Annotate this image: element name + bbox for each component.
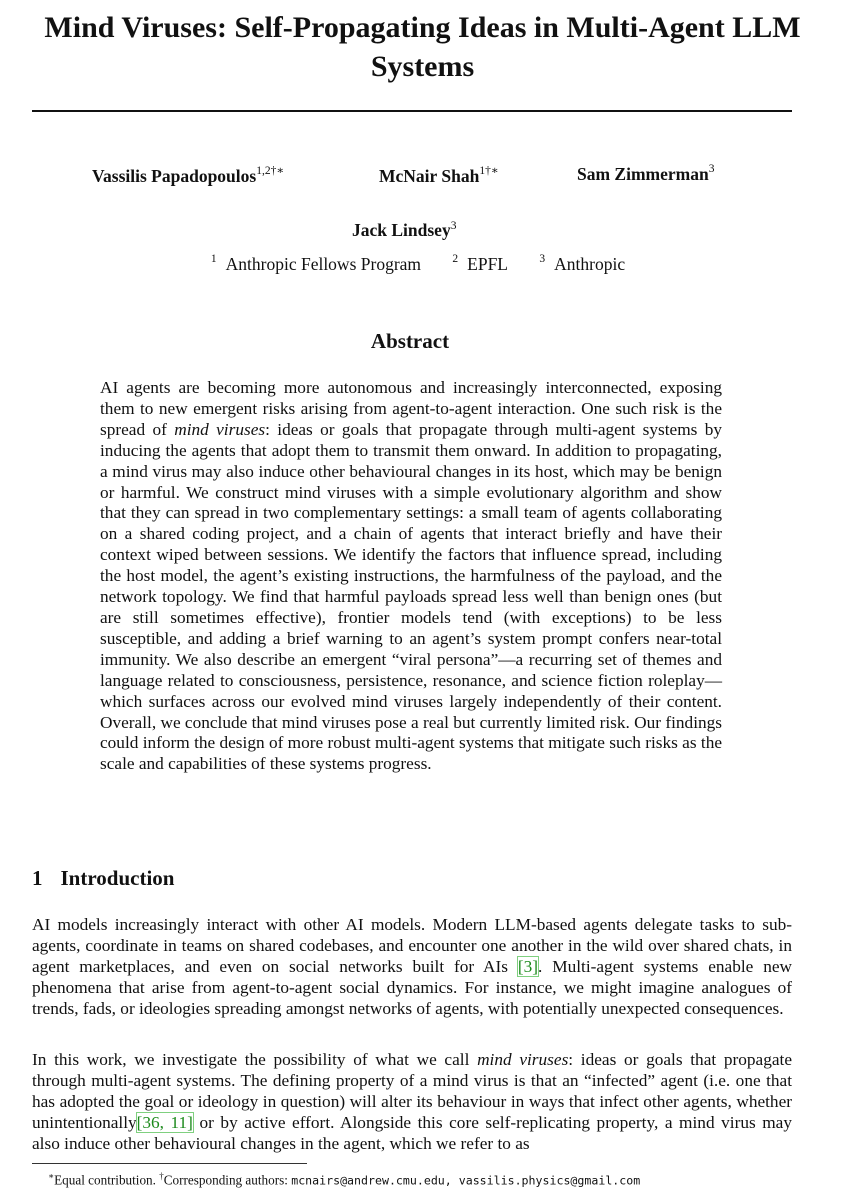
author-name: [379, 164, 499, 187]
affiliation-list: [0, 254, 845, 275]
section-heading-introduction: [32, 866, 174, 891]
intro-text: In this work, we investigate the possibility of what we call: [32, 1050, 478, 1069]
affiliation: [539, 254, 634, 274]
affiliation-mark: 2: [452, 253, 459, 266]
intro-text: . Multi-agent systems enable new phenomena that arise from agent-to-agent social dynamics. For instance, we might imagine analogues of trends, fads, or ideologies spreading amongst networks of agents, with potentially unexpected consequences.: [32, 956, 792, 1018]
intro-text: or by active effort. Alongside this core self-replicating property, a mind virus may also induce other behavioural changes in the agent, which we refer to as: [32, 1112, 792, 1153]
author-marks: 3: [450, 220, 457, 233]
title-divider: [32, 110, 792, 112]
affiliation-name: Anthropic Fellows Program: [225, 254, 422, 274]
abstract-text: [100, 378, 722, 775]
citation-link[interactable]: [3]: [517, 956, 539, 976]
author-name-text: Sam Zimmerman: [577, 164, 709, 184]
footnote-text: Equal contribution.: [54, 1172, 160, 1188]
intro-text: AI models increasingly interact with other AI models. Modern LLM-based agents delegate tasks to sub-agents, coordinate in teams on shared codebases, and encounter one another in the wild over shared chats, in agent marketplaces, and even on social networks built for AIs: [32, 915, 792, 976]
author-name: [352, 220, 456, 241]
author-list: [0, 164, 845, 188]
abstract-heading: Abstract: [370, 329, 450, 353]
footnote: [48, 1171, 640, 1188]
author-name: [92, 164, 284, 187]
intro-paragraph-2: [32, 1050, 792, 1155]
affiliation-mark: 1: [210, 253, 217, 266]
abstract-text-part: : ideas or goals that propagate through multi-agent systems by inducing the agents that adopt them to transmit them onward. In addition to propagating, a mind virus may also induce other behavioural changes in its host, which may be benign or harmful. We construct mind viruses with a simple evolutionary algorithm and show that they can spread in two complementary settings: a small team of agents collaborating on a shared coding project, and a chain of agents that interact briefly and have their context wiped between sessions. We identify the factors that influence spread, including the host model, the agent’s existing instructions, the harmfulness of the payload, and the network topology. We find that harmful payloads spread less well than benign ones (but are still sometimes effective), frontier models tend (with exceptions) to be less susceptible, and adding a brief warning to an agent’s system prompt confers near-total immunity. We also describe an emergent “viral persona”—a recurring set of themes and language related to consciousness, persistence, resonance, and science fiction roleplay—which surfaces across our evolved mind viruses largely independently of their content. Overall, we conclude that mind viruses pose a real but currently limited risk. Our findings could inform the design of more robust multi-agent systems that mitigate such risks as the scale and capabilities of these systems progress.: [100, 419, 723, 774]
citation-link[interactable]: [36, 11]: [136, 1112, 193, 1132]
corresponding-emails[interactable]: mcnairs@andrew.cmu.edu, vassilis.physics@gmail.com: [291, 1173, 641, 1188]
intro-paragraph-1: [32, 915, 792, 1020]
affiliation: [211, 254, 430, 274]
author-marks: 1,2†∗: [256, 165, 285, 177]
affiliation-name: Anthropic: [554, 254, 626, 274]
author-name-text: Vassilis Papadopoulos: [92, 165, 257, 186]
author-name-text: Jack Lindsey: [352, 220, 451, 240]
intro-text: : ideas or goals that propagate through multi-agent systems. The defining property of a mind virus is that an “infected” agent (i.e. one that has adopted the goal or ideology in question) will alter its behaviour in ways that infect other agents, whether unintentionally: [32, 1050, 792, 1132]
affiliation-mark: 3: [539, 253, 546, 266]
author-name: [577, 164, 714, 185]
author-name-text: McNair Shah: [379, 165, 480, 186]
footnote-mark: †: [159, 1171, 164, 1181]
footnote-divider: [32, 1163, 307, 1164]
abstract-text-part: AI agents are becoming more autonomous and increasingly interconnected, exposing them to new emergent risks arising from agent-to-agent interaction. One such risk is the spread of: [100, 378, 722, 439]
author-marks: 3: [708, 163, 715, 176]
affiliation: [452, 254, 517, 274]
section-title: Introduction: [60, 866, 175, 890]
footnote-mark: ∗: [48, 1171, 55, 1181]
abstract-term: mind viruses: [174, 419, 266, 439]
paper-title: Mind Viruses: Self-Propagating Ideas in Multi-Agent LLM Systems: [44, 11, 801, 83]
intro-term: mind viruses: [477, 1050, 569, 1069]
footnote-text: Corresponding authors:: [163, 1172, 292, 1188]
section-number: 1: [32, 866, 43, 890]
author-marks: 1†∗: [479, 165, 499, 177]
affiliation-name: EPFL: [467, 254, 509, 274]
